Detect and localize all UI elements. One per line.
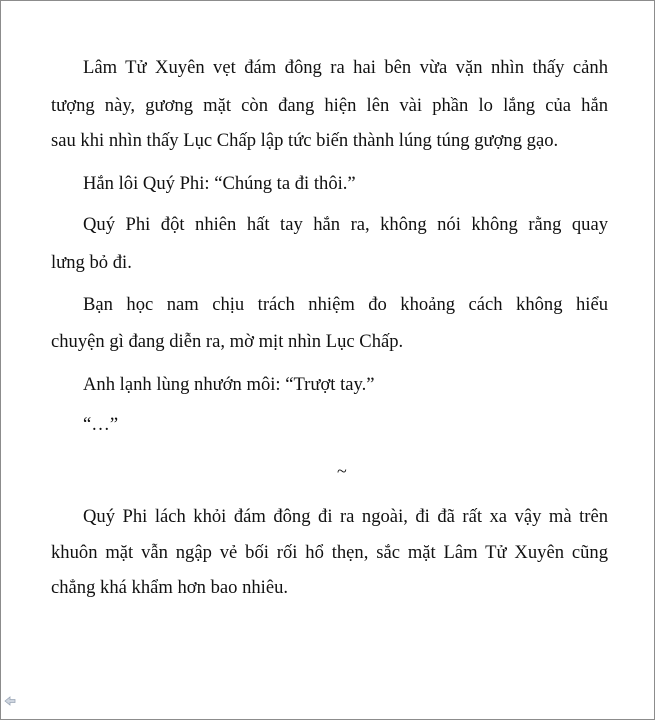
paragraph-1-line-1: Lâm Tử Xuyên vẹt đám đông ra hai bên vừa vặn nhìn thấy cảnh [83,57,608,78]
paragraph-7-line-3: chẳng khá khẩm hơn bao nhiêu. [51,577,289,598]
paragraph-7-line-1: Quý Phi lách khỏi đám đông đi ra ngoài, đi đã rất xa vậy mà trên [83,506,608,527]
paragraph-4-line-2: chuyện gì đang diễn ra, mờ mịt nhìn Lục Chấp. [51,331,404,352]
paragraph-4-line-1: Bạn học nam chịu trách nhiệm đo khoảng cách không hiểu [83,294,608,315]
section-separator: ~ [337,461,347,481]
paragraph-5-line-1: Anh lạnh lùng nhướn môi: “Trượt tay.” [83,374,375,395]
paragraph-1-line-2: tượng này, gương mặt còn đang hiện lên vài phần lo lắng của hắn [51,95,608,116]
document-page [1,1,654,719]
paragraph-3-line-1: Quý Phi đột nhiên hất tay hắn ra, không nói không rằng quay [83,214,608,235]
page-corner-icon [3,695,17,707]
paragraph-2-line-1: Hắn lôi Quý Phi: “Chúng ta đi thôi.” [83,173,356,194]
paragraph-3-line-2: lưng bỏ đi. [51,252,132,273]
paragraph-7-line-2: khuôn mặt vẫn ngập vẻ bối rối hổ thẹn, sắc mặt Lâm Tử Xuyên cũng [51,542,608,563]
paragraph-6-line-1: “…” [83,414,119,435]
paragraph-1-line-3: sau khi nhìn thấy Lục Chấp lập tức biến thành lúng túng gượng gạo. [51,130,559,151]
